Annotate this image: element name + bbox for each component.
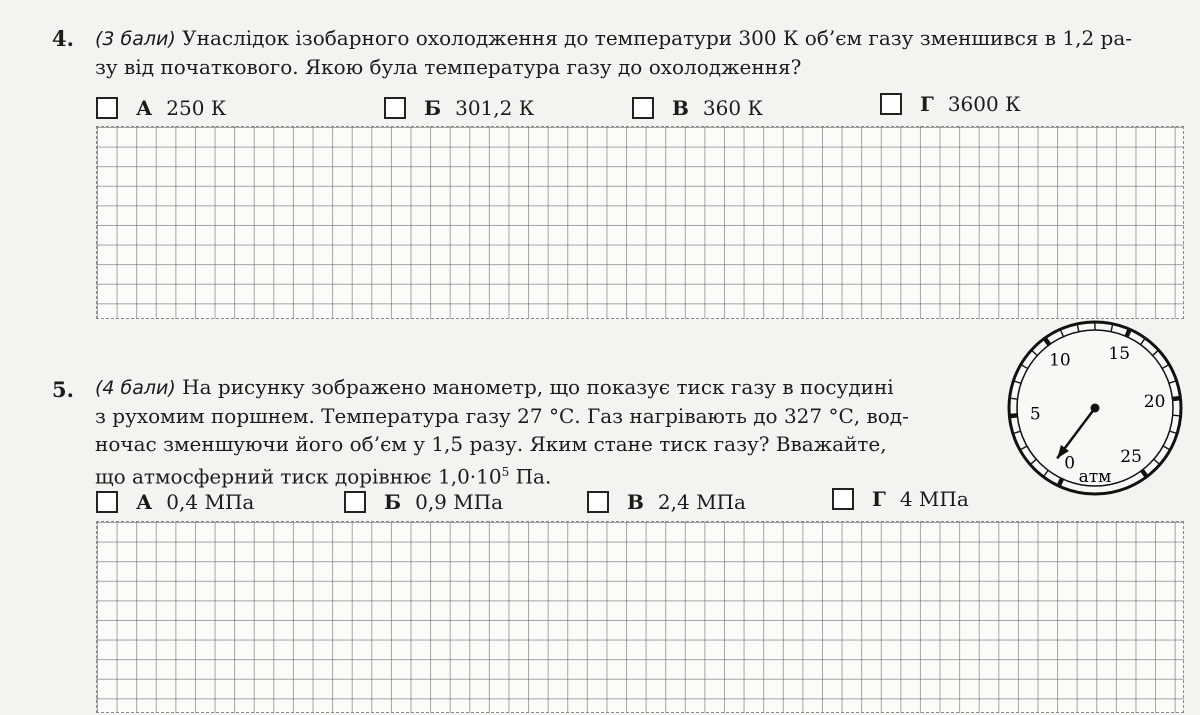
- question-5-line-1: На рисунку зображено манометр, що показує тиск газу в посудині: [182, 375, 894, 399]
- option-letter: Б: [384, 490, 402, 514]
- gauge-minor-tick: [1010, 398, 1018, 399]
- q4-option-d[interactable]: [880, 92, 1021, 116]
- gauge-unit-label: атм: [1078, 467, 1112, 487]
- gauge-scale-label: 15: [1108, 344, 1131, 365]
- manometer-gauge: [995, 318, 1195, 498]
- option-value: 0,4 МПа: [166, 490, 255, 514]
- option-value: 2,4 МПа: [657, 490, 746, 514]
- gauge-scale-label: 5: [1029, 404, 1041, 425]
- q4-option-c[interactable]: [632, 96, 763, 120]
- answer-checkbox[interactable]: [587, 491, 609, 513]
- option-letter: Г: [872, 487, 886, 511]
- question-5-points: (4 бали): [95, 377, 176, 399]
- option-letter: В: [627, 490, 644, 514]
- question-4-points: (3 бали): [95, 28, 176, 50]
- gauge-pivot: [1091, 404, 1100, 413]
- q5-option-d[interactable]: [832, 487, 969, 511]
- option-letter: А: [136, 490, 153, 514]
- q5-option-b[interactable]: [344, 490, 503, 514]
- question-5-line-4: що атмосферний тиск дорівнює $1,0\cdot 10^5$ Па.: [95, 464, 552, 489]
- answer-checkbox[interactable]: [384, 97, 406, 119]
- gauge-major-tick: [1126, 329, 1129, 336]
- option-value: 360 К: [702, 96, 763, 120]
- question-5-line-2: з рухомим поршнем. Температура газу 27 °С. Газ нагрівають до 327 °С, вод-: [95, 404, 909, 428]
- q4-option-b[interactable]: [384, 96, 534, 120]
- option-letter: А: [136, 96, 153, 120]
- q5-option-c[interactable]: [587, 490, 746, 514]
- option-letter: Б: [424, 96, 442, 120]
- question-5-text: [95, 373, 975, 491]
- gauge-scale-label: 0: [1064, 453, 1076, 474]
- option-value: 301,2 К: [455, 96, 535, 120]
- question-5-number: 5.: [52, 377, 74, 402]
- answer-checkbox[interactable]: [96, 97, 118, 119]
- gauge-scale-label: 20: [1143, 392, 1166, 413]
- gauge-major-tick: [1172, 398, 1180, 399]
- question-4-text: [95, 24, 1185, 81]
- question-4-line-1: Унаслідок ізобарного охолодження до температури 300 К об’єм газу зменшився в 1,2 ра-: [182, 26, 1133, 50]
- answer-checkbox[interactable]: [632, 97, 654, 119]
- option-value: 0,9 МПа: [415, 490, 504, 514]
- option-letter: Г: [920, 92, 934, 116]
- gauge-scale-label: 25: [1120, 446, 1142, 467]
- question-4-line-2: зу від початкового. Якою була температура газу до охолодження?: [95, 55, 802, 79]
- option-letter: В: [672, 96, 689, 120]
- answer-checkbox[interactable]: [880, 93, 902, 115]
- q5-option-a[interactable]: [96, 490, 254, 514]
- option-value: 250 К: [166, 96, 227, 120]
- gauge-major-tick: [1059, 479, 1062, 486]
- gauge-minor-tick: [1173, 415, 1181, 416]
- gauge-scale-label: 10: [1049, 350, 1071, 371]
- q4-scratch-grid[interactable]: [96, 126, 1184, 319]
- option-value: 3600 К: [947, 92, 1021, 116]
- q5-scratch-grid[interactable]: [96, 521, 1184, 713]
- answer-checkbox[interactable]: [344, 491, 366, 513]
- answer-checkbox[interactable]: [832, 488, 854, 510]
- answer-checkbox[interactable]: [96, 491, 118, 513]
- option-value: 4 МПа: [899, 487, 969, 511]
- question-5-line-3: ночас зменшуючи його об’єм у 1,5 разу. Яким стане тиск газу? Вважайте,: [95, 432, 887, 456]
- q4-option-a[interactable]: [96, 96, 226, 120]
- question-4-number: 4.: [52, 26, 74, 51]
- gauge-major-tick: [1009, 415, 1017, 416]
